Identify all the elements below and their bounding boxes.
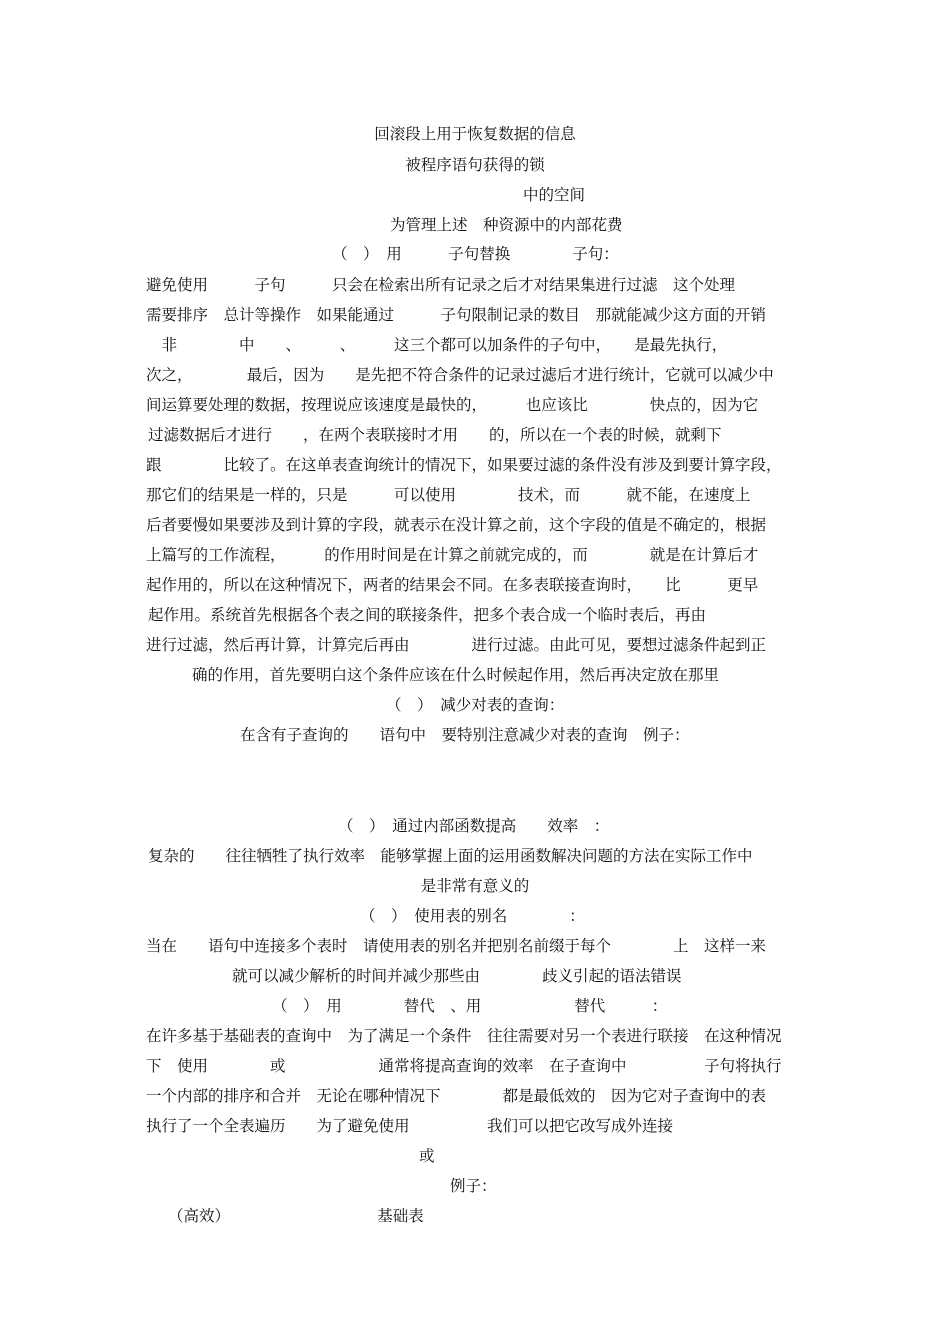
- text-line: 跟 比较了。在这单表查询统计的情况下，如果要过滤的条件没有涉及到要计算字段，: [146, 456, 782, 474]
- text-line: （高效） 基础表: [168, 1207, 424, 1225]
- text-line: 例子：: [450, 1177, 497, 1195]
- section-heading: （ ） 通过内部函数提高 效率 ：: [338, 817, 610, 835]
- text-line: 起作用的，所以在这种情况下，两者的结果会不同。在多表联接查询时， 比 更早: [146, 576, 759, 594]
- text-line: 执行了一个全表遍历 为了避免使用 我们可以把它改写成外连接: [146, 1117, 674, 1135]
- text-line: 当在 语句中连接多个表时 请使用表的别名并把别名前缀于每个 上 这样一来: [146, 937, 767, 955]
- text-line: 间运算要处理的数据，按理说应该速度是最快的， 也应该比 快点的，因为它: [146, 396, 759, 414]
- text-line: 回滚段上用于恢复数据的信息: [374, 125, 576, 143]
- text-line: 或: [419, 1147, 435, 1165]
- text-line: 复杂的 往往牺牲了执行效率 能够掌握上面的运用函数解决问题的方法在实际工作中: [148, 847, 753, 865]
- text-line: 在许多基于基础表的查询中 为了满足一个条件 往往需要对另一个表进行联接 在这种情况: [146, 1027, 782, 1045]
- text-line: 在含有子查询的 语句中 要特别注意减少对表的查询 例子：: [240, 726, 690, 744]
- text-line: 就可以减少解析的时间并减少那些由 歧义引起的语法错误: [232, 967, 682, 985]
- section-heading: （ ） 用 子句替换 子句：: [332, 245, 619, 263]
- text-line: 是非常有意义的: [420, 877, 530, 895]
- text-line: 避免使用 子句 只会在检索出所有记录之后才对结果集进行过滤 这个处理: [146, 276, 736, 294]
- section-heading: （ ） 使用表的别名 ：: [360, 907, 585, 925]
- text-line: 那它们的结果是一样的，只是 可以使用 技术，而 就不能，在速度上: [146, 486, 751, 504]
- text-line: 上篇写的工作流程， 的作用时间是在计算之前就完成的，而 就是在计算后才: [146, 546, 759, 564]
- text-line: 进行过滤，然后再计算，计算完后再由 进行过滤。由此可见，要想过滤条件起到正: [146, 636, 767, 654]
- section-heading: （ ） 减少对表的查询：: [386, 696, 565, 714]
- text-line: 中的空间: [523, 186, 586, 204]
- text-line: 起作用。系统首先根据各个表之间的联接条件，把多个表合成一个临时表后，再由: [148, 606, 707, 624]
- text-line: 下 使用 或 通常将提高查询的效率 在子查询中 子句将执行: [146, 1057, 782, 1075]
- text-line: 需要排序 总计等操作 如果能通过 子句限制记录的数目 那就能减少这方面的开销: [146, 306, 767, 324]
- text-line: 过滤数据后才进行 ，在两个表联接时才用 的，所以在一个表的时候，就剩下: [148, 426, 722, 444]
- text-line: 次之， 最后，因为 是先把不符合条件的记录过滤后才进行统计，它就可以减少中: [146, 366, 774, 384]
- text-line: 非 中 、 、 这三个都可以加条件的子句中， 是最先执行，: [146, 336, 728, 354]
- text-line: 为管理上述 种资源中的内部花费: [390, 216, 623, 234]
- text-line: 一个内部的排序和合并 无论在哪种情况下 都是最低效的 因为它对子查询中的表: [146, 1087, 767, 1105]
- section-heading: （ ） 用 替代 、用 替代 ：: [272, 997, 668, 1015]
- text-line: 后者要慢如果要涉及到计算的字段，就表示在没计算之前，这个字段的值是不确定的，根据: [146, 516, 767, 534]
- text-line: 确的作用，首先要明白这个条件应该在什么时候起作用，然后再决定放在那里: [192, 666, 720, 684]
- text-line: 被程序语句获得的锁: [405, 156, 545, 174]
